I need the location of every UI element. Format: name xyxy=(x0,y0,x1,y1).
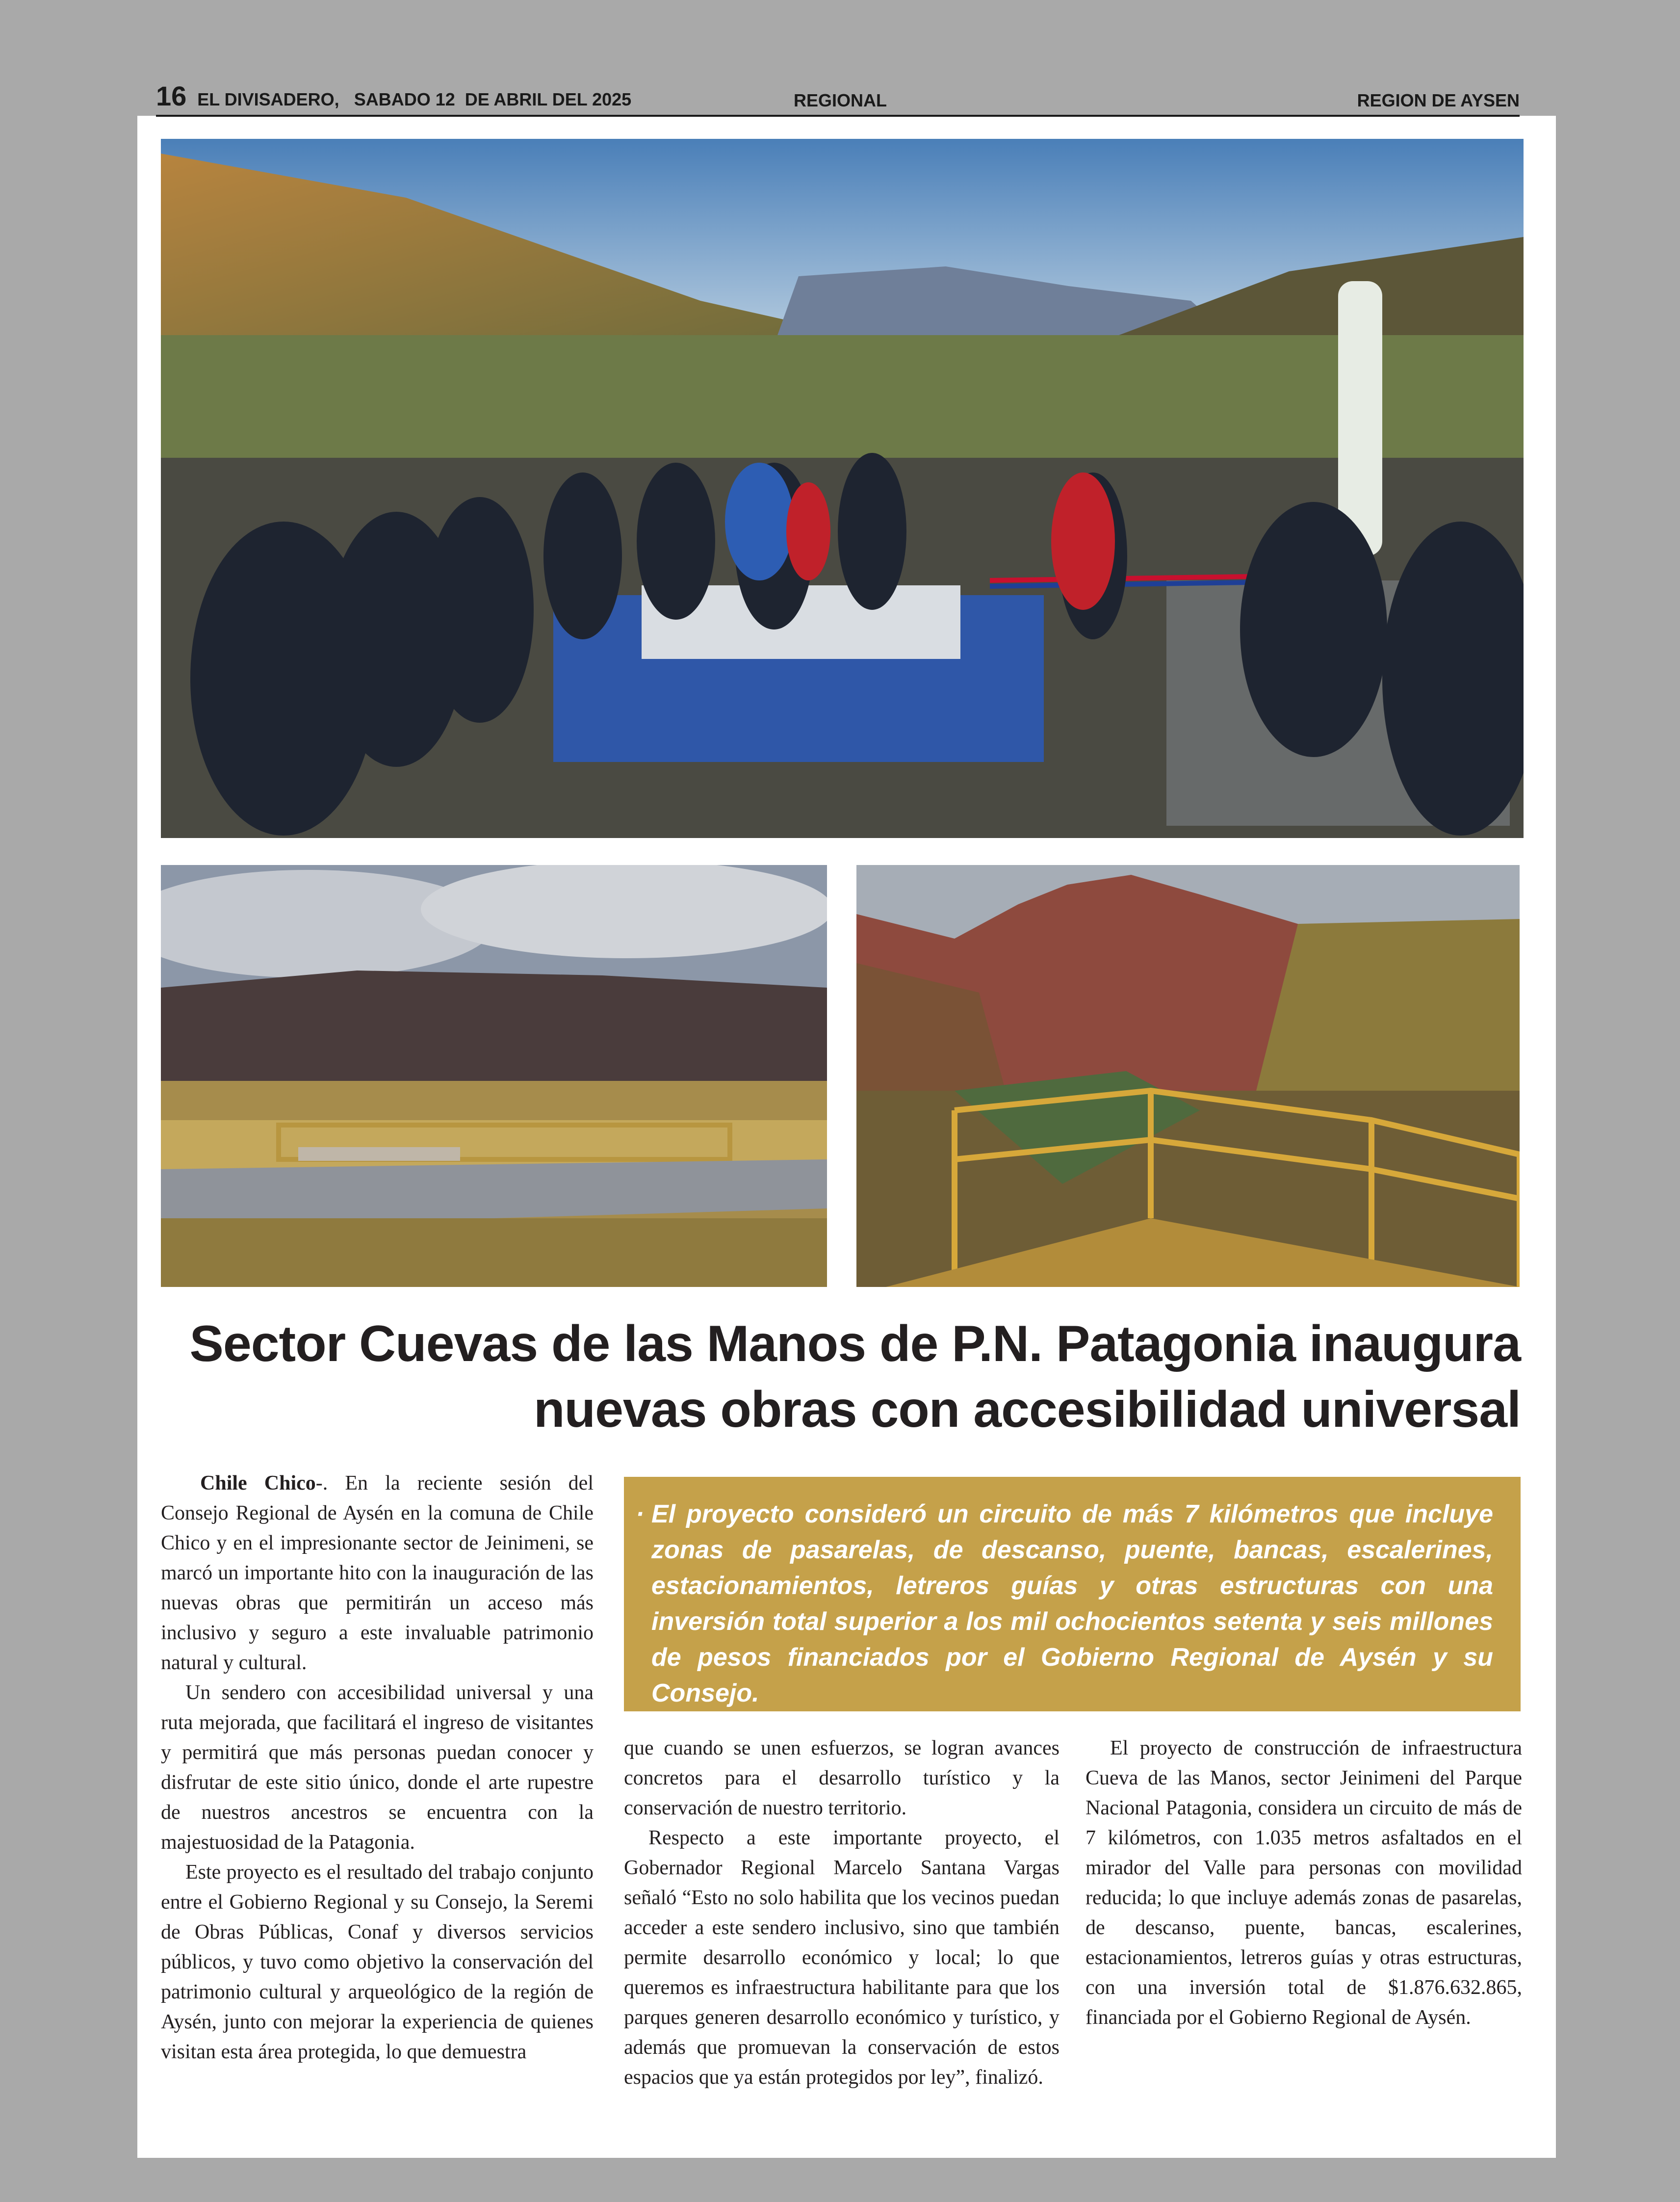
article-column-3 xyxy=(1086,1733,1522,2033)
publication-date: EL DIVISADERO, SABADO 12 DE ABRIL DEL 2025 xyxy=(197,89,632,109)
region-label: REGION DE AYSEN xyxy=(1357,90,1520,110)
canyon-lookout-photo xyxy=(856,865,1520,1287)
page-header xyxy=(156,80,1520,117)
highlight-bullet: · xyxy=(636,1500,645,1528)
article-headline xyxy=(157,1311,1521,1442)
ceremony-photo xyxy=(161,139,1524,838)
page-number: 16 xyxy=(156,80,187,111)
highlight-text: El proyecto consideró un circuito de más 7 kilómetros que incluye zonas de pasarelas, de descanso, puente, bancas, escalerines, estacionamientos, letreros guías y otras estructuras con una inversión total superior a los mil ochocientos setenta y seis millones de pesos financiados por el Gobierno Regional de Aysén y su Consejo. xyxy=(651,1500,1493,1707)
article-column-1 xyxy=(161,1468,594,2067)
paragraph-4: Respecto a este importante proyecto, el Gobernador Regional Marcelo Santana Vargas señaló “Esto no solo habilita que los vecinos puedan acceder a este sendero inclusivo, sino que también permite desarrollo económico y local; lo que queremos es infraestructura habilitante para que los parques generen desarrollo económico y turístico, y además que promuevan la conservación de estos espacios que ya están protegidos por ley”, finalizó. xyxy=(624,1827,1060,2089)
headline-line-1: Sector Cuevas de las Manos de P.N. Patagonia inaugura xyxy=(189,1315,1521,1372)
section-label: REGIONAL xyxy=(794,90,887,110)
paragraph-1: Chile Chico-. En la reciente sesión del Consejo Regional de Aysén en la comuna de Chile Chico y en el impresionante sector de Jeinimeni, se marcó un importante hito con la inauguración de las nuevas obras que permitirán un acceso más inclusivo y seguro a este invaluable patrimonio natural y cultural. xyxy=(161,1472,594,1674)
headline-line-2: nuevas obras con accesibilidad universal xyxy=(534,1381,1521,1438)
article-column-2 xyxy=(624,1733,1060,2093)
landscape-photo xyxy=(161,865,827,1287)
dateline: Chile Chico xyxy=(200,1472,316,1494)
paragraph-5: El proyecto de construcción de infraestructura Cueva de las Manos, sector Jeinimeni del Parque Nacional Patagonia, considera un circuito de más de 7 kilómetros, con 1.035 metros asfaltados en el mirador del Valle para personas con movilidad reducida; lo que incluye además zonas de pasarelas, de descanso, puente, bancas, escalerines, estacionamientos, letreros guías y otras estructuras, con una inversión total de $1.876.632.865, financiada por el Gobierno Regional de Aysén. xyxy=(1086,1737,1522,2029)
paragraph-2: Un sendero con accesibilidad universal y una ruta mejorada, que facilitará el ingreso de visitantes y permitirá que más personas puedan conocer y disfrutar de este sitio único, donde el arte rupestre de nuestros ancestros se encuentra con la majestuosidad de la Patagonia. xyxy=(161,1681,594,1854)
highlight-box xyxy=(624,1477,1521,1711)
paragraph-3: Este proyecto es el resultado del trabajo conjunto entre el Gobierno Regional y su Consejo, la Seremi de Obras Públicas, Conaf y diversos servicios públicos, y tuvo como objetivo la conservación del patrimonio cultural y arqueológico de la región de Aysén, junto con mejorar la experiencia de quienes visitan esta área protegida, lo que demuestra xyxy=(161,1861,594,2063)
paragraph-3-continued: que cuando se unen esfuerzos, se logran avances concretos para el desarrollo turístico y la conservación de nuestro territorio. xyxy=(624,1737,1060,1819)
